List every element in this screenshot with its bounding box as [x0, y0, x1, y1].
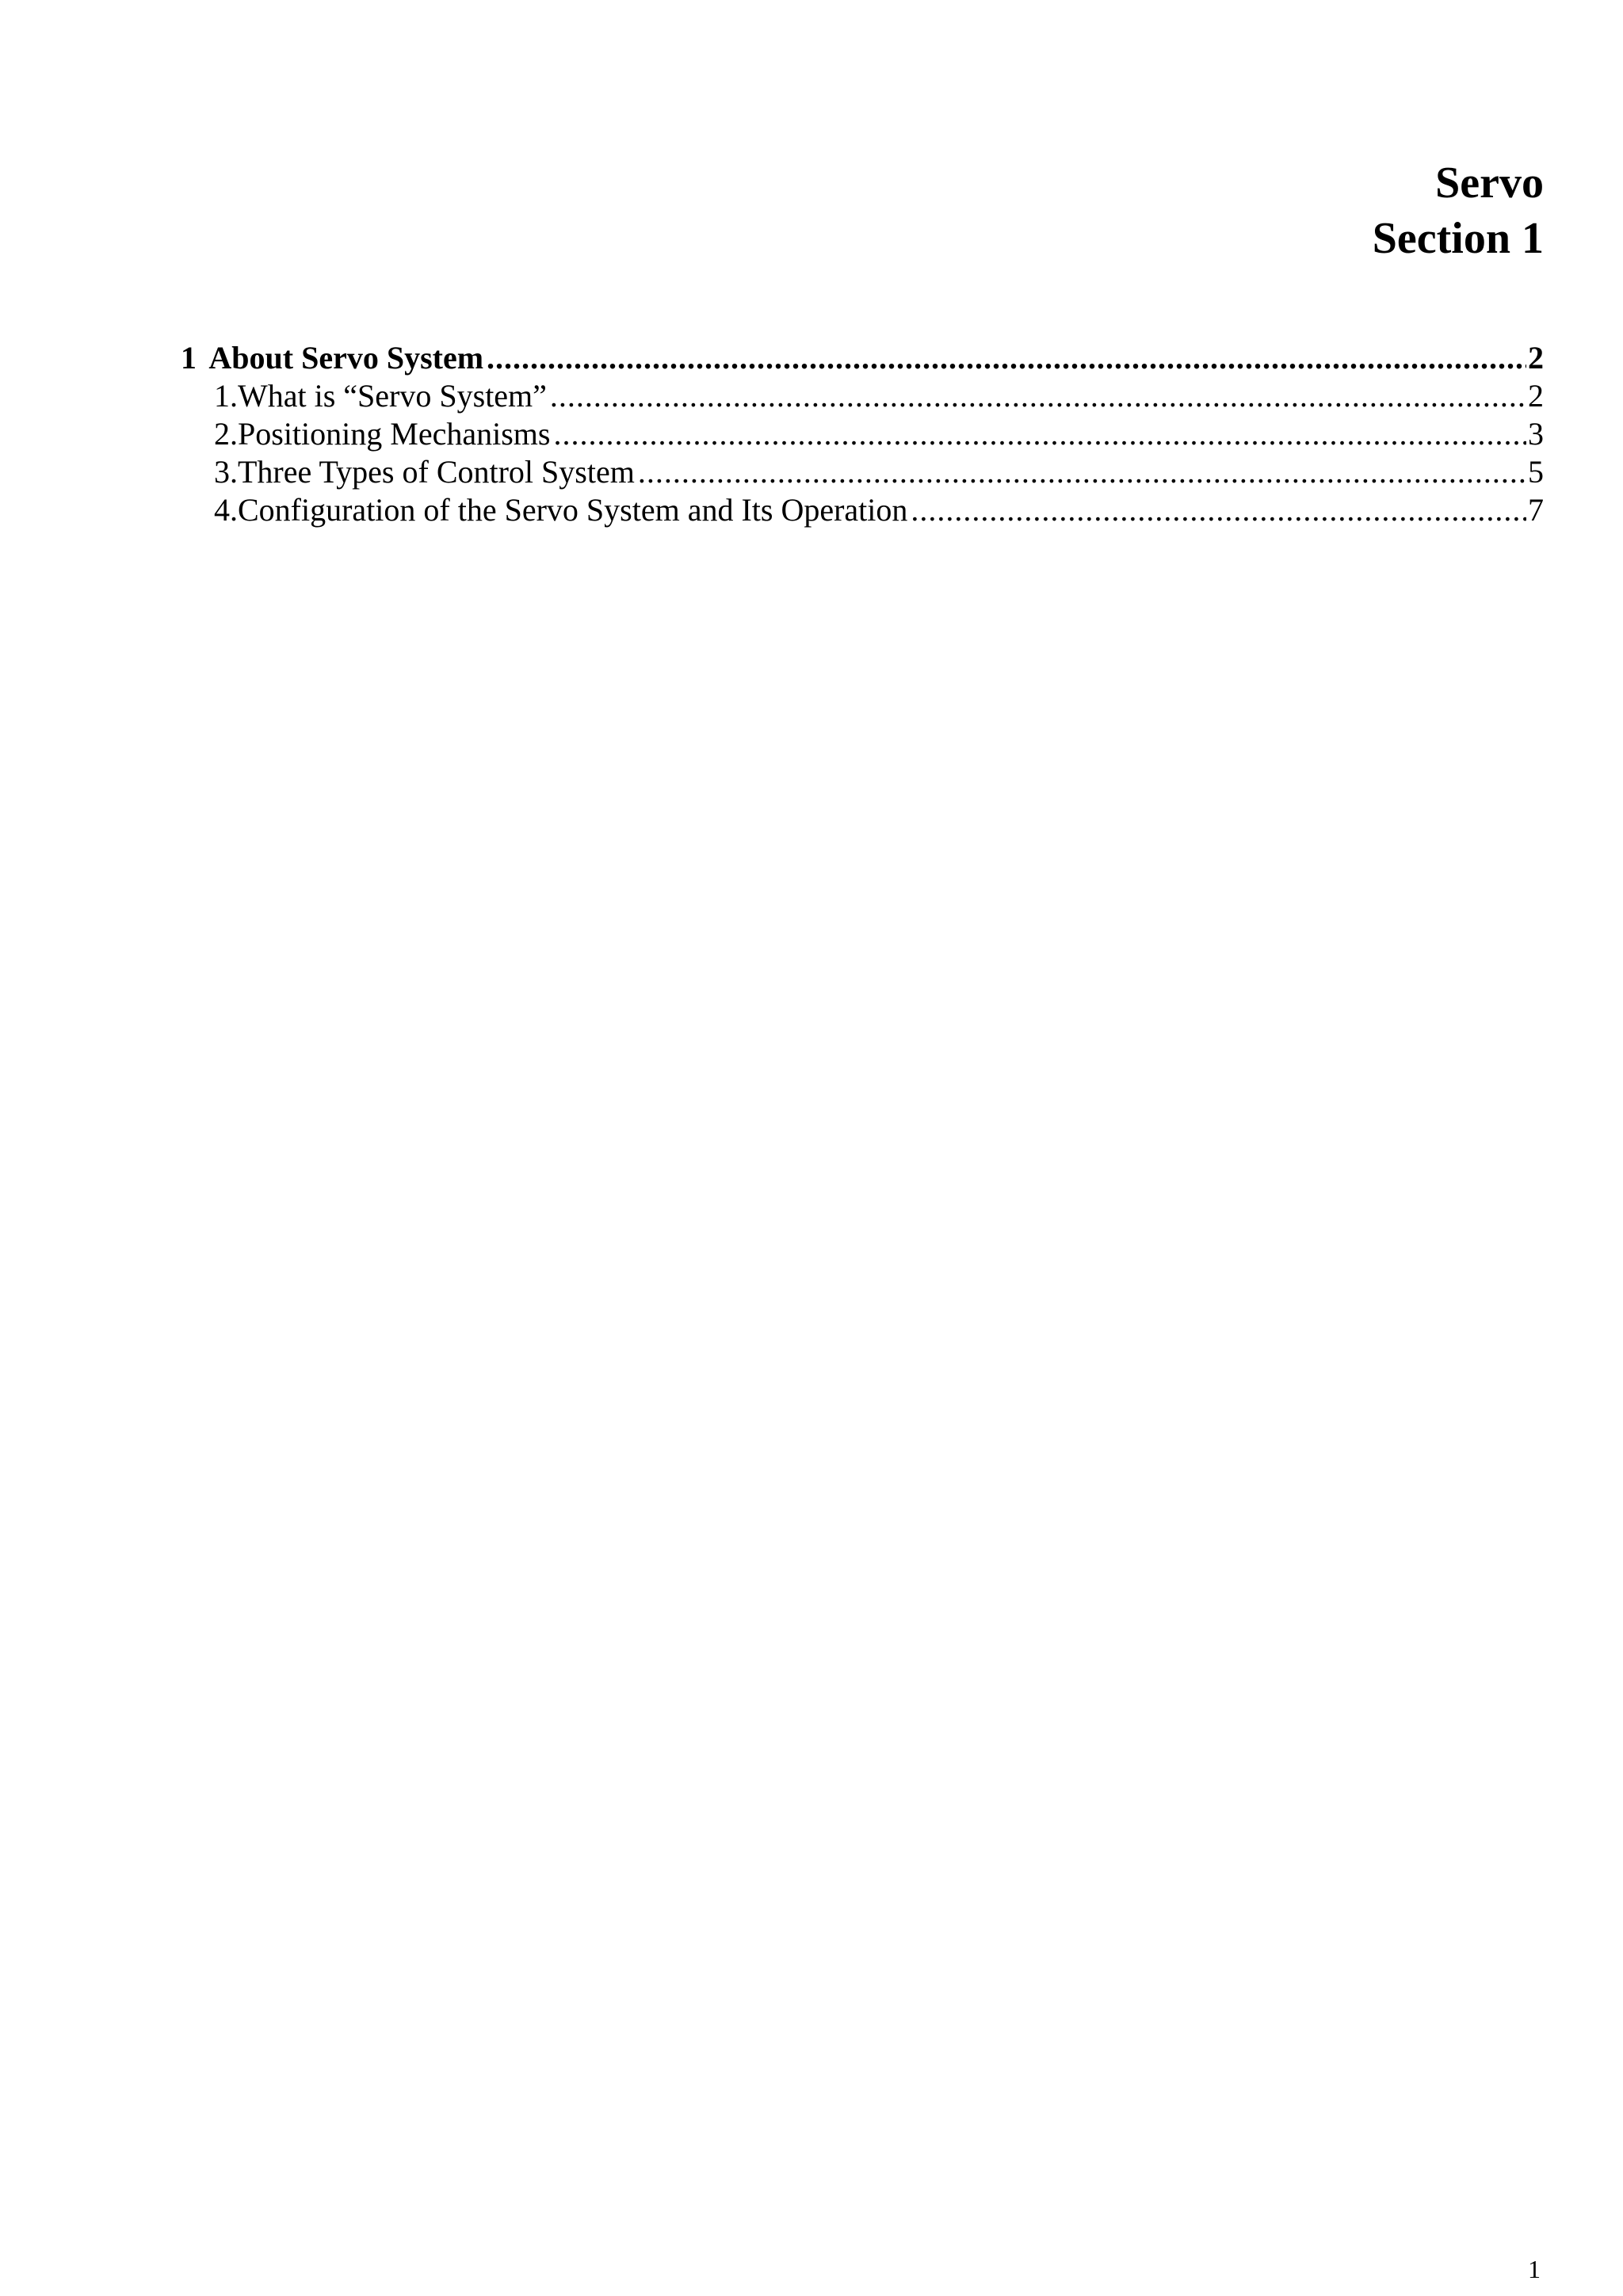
toc-entry-number: 4. [214, 492, 238, 528]
toc-entry-page: 7 [1528, 492, 1544, 528]
toc-entry-page: 2 [1528, 378, 1544, 414]
toc-entry[interactable] [181, 491, 1544, 529]
toc-entry-page: 3 [1528, 416, 1544, 452]
title-line-servo: Servo [1435, 158, 1544, 208]
toc-chapter-entry[interactable] [181, 339, 1544, 377]
toc-dot-leader [550, 377, 1526, 415]
toc-chapter-number: 1 [181, 340, 197, 376]
table-of-contents [181, 339, 1544, 529]
toc-entry[interactable] [181, 377, 1544, 415]
toc-entry-page: 5 [1528, 454, 1544, 490]
toc-chapter-page: 2 [1528, 340, 1544, 376]
toc-dot-leader [487, 339, 1526, 377]
toc-dot-leader [553, 415, 1526, 453]
toc-entry[interactable] [181, 453, 1544, 491]
document-title [1373, 155, 1544, 266]
title-line-section: Section 1 [1372, 214, 1544, 263]
toc-dot-leader [638, 453, 1526, 491]
page-number: 1 [1528, 2255, 1541, 2283]
toc-dot-leader [911, 491, 1526, 529]
toc-entry-number: 1. [214, 378, 238, 414]
toc-entry-number: 3. [214, 454, 238, 490]
toc-entry-number: 2. [214, 416, 238, 452]
toc-entry-label: Three Types of Control System [238, 454, 635, 490]
toc-entry-label: Configuration of the Servo System and Its Operation [238, 492, 908, 528]
toc-entry-label: Positioning Mechanisms [238, 416, 551, 452]
toc-entry[interactable] [181, 415, 1544, 453]
toc-entry-label: What is “Servo System” [238, 378, 547, 414]
toc-chapter-label: About Servo System [208, 340, 484, 376]
